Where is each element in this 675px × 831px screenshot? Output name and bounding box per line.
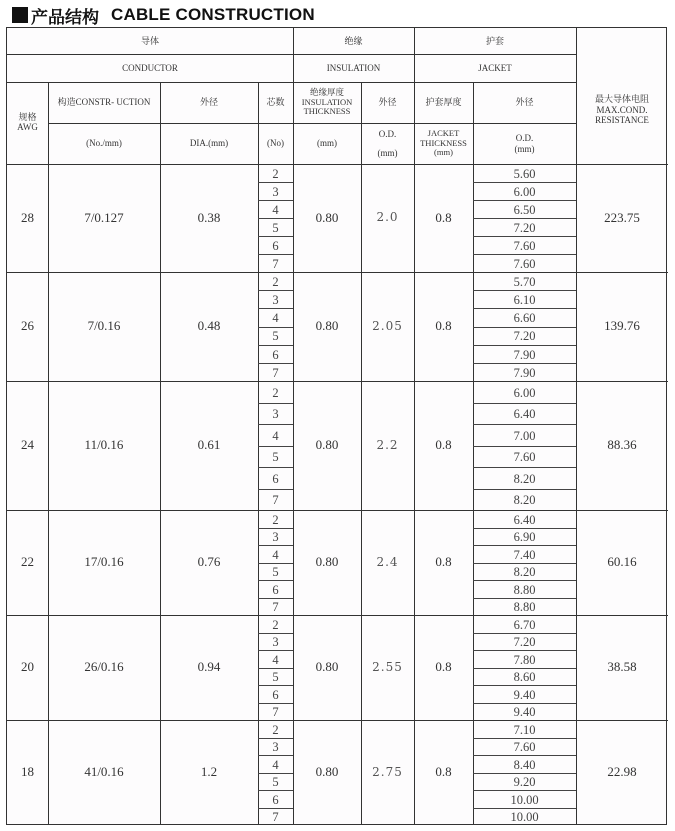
header-resistance-en1: MAX.COND. bbox=[596, 104, 648, 115]
header-ins-thickness-en1: INSULATION bbox=[301, 96, 353, 107]
jacket-od-cell: 7.90 bbox=[513, 365, 536, 380]
dia-cell: 0.38 bbox=[197, 209, 221, 225]
header-jk-od: 外径 bbox=[515, 97, 534, 108]
header-ins-od-unit bbox=[361, 123, 414, 164]
jacket-od-cell: 7.10 bbox=[513, 722, 536, 737]
jacket-od-cell: 9.20 bbox=[513, 775, 536, 790]
awg-cell: 22 bbox=[21, 554, 34, 570]
title-en: CABLE CONSTRUCTION bbox=[111, 5, 315, 24]
jacket-od-cell: 10.00 bbox=[510, 810, 539, 825]
jacket-od-cell: 6.90 bbox=[513, 530, 536, 545]
awg-cell: 24 bbox=[21, 437, 34, 453]
ins-thickness-cell: 0.80 bbox=[315, 209, 339, 225]
ins-thickness-cell: 0.80 bbox=[315, 554, 339, 570]
construction-cell: 7/0.127 bbox=[84, 209, 124, 225]
core-count-cell: 4 bbox=[272, 652, 279, 667]
jacket-od-cell: 6.00 bbox=[513, 385, 536, 400]
black-square-bullet-icon bbox=[12, 7, 28, 23]
header-conductor-en: CONDUCTOR bbox=[122, 62, 178, 73]
page-title bbox=[12, 4, 315, 26]
core-count-cell: 5 bbox=[272, 775, 279, 790]
core-count-cell: 5 bbox=[272, 670, 279, 685]
jk-thickness-cell: 0.8 bbox=[435, 209, 452, 225]
ins-thickness-cell: 0.80 bbox=[315, 764, 339, 780]
core-count-cell: 7 bbox=[272, 705, 279, 720]
core-count-cell: 3 bbox=[272, 407, 279, 422]
ins-od-cell: 2.05 bbox=[372, 318, 403, 333]
jacket-od-cell: 6.40 bbox=[513, 512, 536, 527]
header-resistance-en2: RESISTANCE bbox=[595, 115, 649, 126]
ins-od-cell: 2.2 bbox=[376, 437, 399, 452]
core-count-cell: 7 bbox=[272, 493, 279, 508]
core-count-cell: 6 bbox=[272, 792, 279, 807]
core-count-cell: 3 bbox=[272, 740, 279, 755]
jacket-od-cell: 7.60 bbox=[513, 256, 536, 271]
core-count-cell: 2 bbox=[272, 722, 279, 737]
header-jk-od-unit bbox=[473, 123, 576, 164]
header-ins-od-en: O.D. bbox=[378, 129, 397, 140]
jacket-od-cell: 6.00 bbox=[513, 184, 536, 199]
header-insulation-en: INSULATION bbox=[326, 62, 381, 73]
jacket-od-cell: 8.20 bbox=[513, 565, 536, 580]
jacket-od-cell: 7.20 bbox=[513, 220, 536, 235]
jacket-od-cell: 7.60 bbox=[513, 740, 536, 755]
core-count-cell: 4 bbox=[272, 547, 279, 562]
header-jacket-cn: 护套 bbox=[485, 35, 504, 46]
ins-od-cell: 2.55 bbox=[372, 659, 403, 674]
core-count-cell: 4 bbox=[272, 428, 279, 443]
header-jk-od-unit-text: (mm) bbox=[514, 143, 535, 154]
resistance-cell: 22.98 bbox=[607, 764, 637, 780]
construction-cell: 11/0.16 bbox=[84, 437, 124, 453]
construction-cell: 41/0.16 bbox=[84, 764, 124, 780]
core-count-cell: 5 bbox=[272, 565, 279, 580]
title-cn: 产品结构 bbox=[31, 7, 99, 27]
jacket-od-cell: 10.00 bbox=[510, 792, 539, 807]
header-ins-thickness bbox=[293, 82, 361, 123]
jacket-od-cell: 6.10 bbox=[513, 293, 536, 308]
ins-thickness-cell: 0.80 bbox=[315, 318, 339, 334]
jacket-od-cell: 7.20 bbox=[513, 329, 536, 344]
core-count-cell: 6 bbox=[272, 687, 279, 702]
ins-od-cell: 2.4 bbox=[376, 554, 399, 569]
header-jk-od-en: O.D. bbox=[515, 133, 534, 144]
core-count-cell: 6 bbox=[272, 238, 279, 253]
core-count-cell: 4 bbox=[272, 311, 279, 326]
core-count-cell: 7 bbox=[272, 256, 279, 271]
header-cores-unit: (No) bbox=[267, 138, 284, 149]
jk-thickness-cell: 0.8 bbox=[435, 659, 452, 675]
awg-cell: 20 bbox=[21, 659, 34, 675]
header-construction-unit: (No./mm) bbox=[86, 138, 122, 149]
construction-cell: 26/0.16 bbox=[84, 659, 124, 675]
jk-thickness-cell: 0.8 bbox=[435, 764, 452, 780]
jacket-od-cell: 8.80 bbox=[513, 600, 536, 615]
core-count-cell: 6 bbox=[272, 347, 279, 362]
jk-thickness-cell: 0.8 bbox=[435, 437, 452, 453]
jacket-od-cell: 8.20 bbox=[513, 493, 536, 508]
core-count-cell: 3 bbox=[272, 184, 279, 199]
jacket-od-cell: 9.40 bbox=[513, 705, 536, 720]
ins-od-cell: 2.0 bbox=[376, 210, 399, 225]
core-count-cell: 3 bbox=[272, 635, 279, 650]
header-jk-thickness: 护套厚度 bbox=[425, 97, 462, 108]
jacket-od-cell: 6.70 bbox=[513, 617, 536, 632]
header-jk-thickness-en1: JACKET bbox=[427, 127, 460, 138]
cable-construction-table bbox=[6, 27, 667, 825]
core-count-cell: 5 bbox=[272, 220, 279, 235]
jacket-od-cell: 7.60 bbox=[513, 238, 536, 253]
ins-thickness-cell: 0.80 bbox=[315, 659, 339, 675]
header-ins-thickness-unit: (mm) bbox=[317, 138, 337, 149]
jacket-od-cell: 5.60 bbox=[513, 166, 536, 181]
core-count-cell: 2 bbox=[272, 617, 279, 632]
construction-cell: 7/0.16 bbox=[87, 318, 121, 334]
core-count-cell: 3 bbox=[272, 293, 279, 308]
core-count-cell: 6 bbox=[272, 471, 279, 486]
core-count-cell: 2 bbox=[272, 512, 279, 527]
dia-cell: 1.2 bbox=[200, 764, 218, 780]
header-cores: 芯数 bbox=[266, 97, 285, 108]
header-jk-thickness-en2: THICKNESS bbox=[420, 137, 467, 148]
jacket-od-cell: 7.40 bbox=[513, 547, 536, 562]
header-jacket-en: JACKET bbox=[478, 62, 512, 73]
core-count-cell: 7 bbox=[272, 810, 279, 825]
jacket-od-cell: 8.60 bbox=[513, 670, 536, 685]
construction-cell: 17/0.16 bbox=[84, 554, 124, 570]
jacket-od-cell: 7.20 bbox=[513, 635, 536, 650]
header-resistance bbox=[576, 28, 668, 164]
header-ins-od: 外径 bbox=[378, 97, 397, 108]
jacket-od-cell: 7.60 bbox=[513, 450, 536, 465]
jacket-od-cell: 7.90 bbox=[513, 347, 536, 362]
core-count-cell: 7 bbox=[272, 365, 279, 380]
jacket-od-cell: 6.50 bbox=[513, 202, 536, 217]
awg-cell: 28 bbox=[21, 209, 34, 225]
core-count-cell: 2 bbox=[272, 274, 279, 289]
header-resistance-cn: 最大导体电阻 bbox=[594, 94, 649, 105]
header-awg bbox=[7, 82, 48, 164]
dia-cell: 0.48 bbox=[197, 318, 221, 334]
header-dia-unit: DIA.(mm) bbox=[189, 138, 229, 149]
jacket-od-cell: 6.60 bbox=[513, 311, 536, 326]
header-insulation-cn: 绝缘 bbox=[344, 35, 363, 46]
jacket-od-cell: 8.80 bbox=[513, 582, 536, 597]
jacket-od-cell: 7.00 bbox=[513, 428, 536, 443]
dia-cell: 0.76 bbox=[197, 554, 221, 570]
ins-thickness-cell: 0.80 bbox=[315, 437, 339, 453]
header-dia: 外径 bbox=[199, 97, 218, 108]
header-jk-thickness-unit bbox=[414, 123, 473, 164]
core-count-cell: 3 bbox=[272, 530, 279, 545]
core-count-cell: 2 bbox=[272, 385, 279, 400]
core-count-cell: 4 bbox=[272, 202, 279, 217]
core-count-cell: 4 bbox=[272, 757, 279, 772]
header-ins-thickness-en2: THICKNESS bbox=[303, 106, 351, 117]
core-count-cell: 6 bbox=[272, 582, 279, 597]
header-jk-thickness-unit-text: (mm) bbox=[434, 147, 453, 158]
header-conductor-cn: 导体 bbox=[140, 35, 159, 46]
resistance-cell: 139.76 bbox=[604, 318, 640, 334]
jacket-od-cell: 9.40 bbox=[513, 687, 536, 702]
jacket-od-cell: 8.20 bbox=[513, 471, 536, 486]
core-count-cell: 2 bbox=[272, 166, 279, 181]
core-count-cell: 5 bbox=[272, 329, 279, 344]
core-count-cell: 5 bbox=[272, 450, 279, 465]
dia-cell: 0.61 bbox=[197, 437, 221, 453]
awg-cell: 26 bbox=[21, 318, 34, 334]
ins-od-cell: 2.75 bbox=[372, 764, 403, 779]
header-ins-od-unit-text: (mm) bbox=[377, 147, 398, 158]
resistance-cell: 223.75 bbox=[604, 209, 640, 225]
dia-cell: 0.94 bbox=[197, 659, 221, 675]
jk-thickness-cell: 0.8 bbox=[435, 318, 452, 334]
awg-cell: 18 bbox=[21, 764, 34, 780]
core-count-cell: 7 bbox=[272, 600, 279, 615]
resistance-cell: 88.36 bbox=[607, 437, 637, 453]
resistance-cell: 38.58 bbox=[607, 659, 637, 675]
header-awg-cn: 规格 bbox=[18, 112, 37, 122]
resistance-cell: 60.16 bbox=[607, 554, 637, 570]
header-construction: 构造CONSTR- UCTION bbox=[57, 97, 151, 108]
jacket-od-cell: 6.40 bbox=[513, 407, 536, 422]
header-awg-en: AWG bbox=[17, 122, 38, 133]
jk-thickness-cell: 0.8 bbox=[435, 554, 452, 570]
jacket-od-cell: 5.70 bbox=[513, 274, 536, 289]
jacket-od-cell: 8.40 bbox=[513, 757, 536, 772]
jacket-od-cell: 7.80 bbox=[513, 652, 536, 667]
header-ins-thickness-cn: 绝缘厚度 bbox=[309, 86, 344, 97]
